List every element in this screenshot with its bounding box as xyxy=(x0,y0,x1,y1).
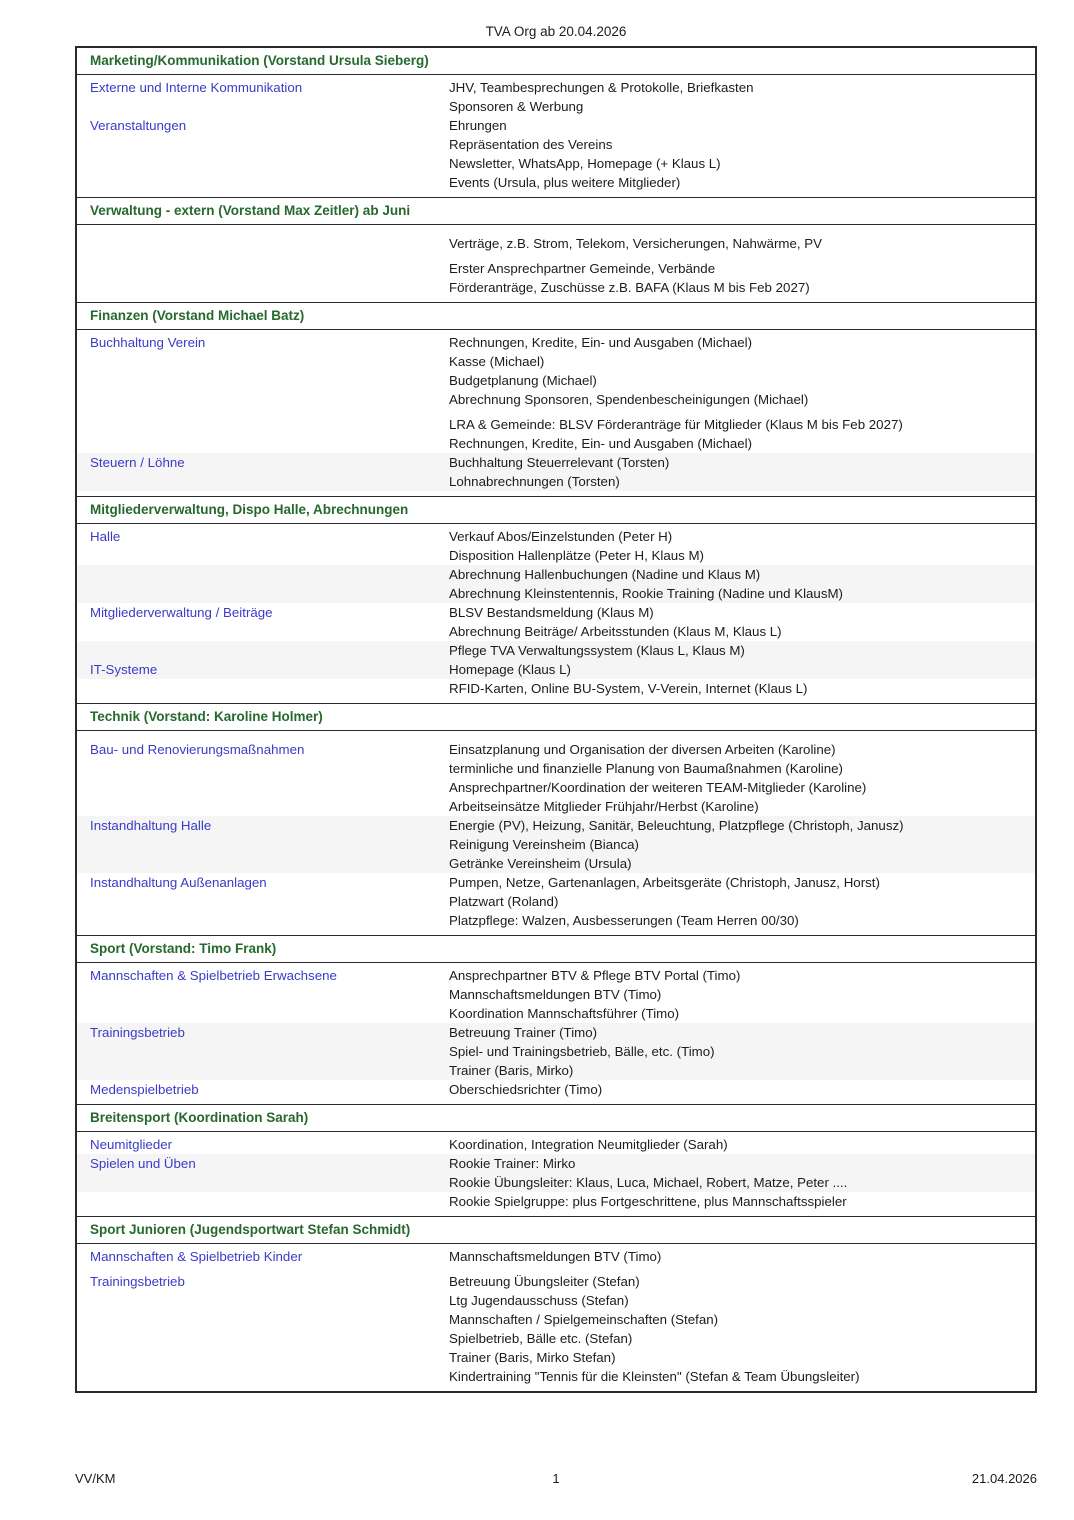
row-text: Repräsentation des Vereins xyxy=(449,137,613,152)
table-row xyxy=(77,1329,1035,1348)
table-row xyxy=(77,259,1035,278)
table-row xyxy=(77,835,1035,854)
table-row xyxy=(77,472,1035,491)
row-text: Sponsoren & Werbung xyxy=(449,99,584,114)
row-text: Arbeitseinsätze Mitglieder Frühjahr/Herbst (Karoline) xyxy=(449,799,759,814)
row-label: Mitgliederverwaltung / Beiträge xyxy=(90,605,273,620)
row-label: Mannschaften & Spielbetrieb Kinder xyxy=(90,1249,303,1264)
row-text: Koordination Mannschaftsführer (Timo) xyxy=(449,1006,680,1021)
row-text: Platzwart (Roland) xyxy=(449,894,559,909)
row-text: Ehrungen xyxy=(449,118,507,133)
row-text: Rookie Übungsleiter: Klaus, Luca, Michael, Robert, Matze, Peter .... xyxy=(449,1175,848,1190)
row-text: Verkauf Abos/Einzelstunden (Peter H) xyxy=(449,529,673,544)
footer-author: VV/KM xyxy=(75,1471,116,1486)
table-row xyxy=(77,97,1035,116)
row-text: Abrechnung Beiträge/ Arbeitsstunden (Klaus M, Klaus L) xyxy=(449,624,782,639)
table-row xyxy=(77,603,1035,622)
table-row xyxy=(77,1192,1035,1211)
table-row xyxy=(77,434,1035,453)
page-title: TVA Org ab 20.04.2026 xyxy=(485,24,627,39)
table-row xyxy=(77,1135,1035,1154)
table-row xyxy=(77,565,1035,584)
row-text: Pumpen, Netze, Gartenanlagen, Arbeitsgeräte (Christoph, Janusz, Horst) xyxy=(449,875,880,890)
row-label: Trainingsbetrieb xyxy=(90,1274,185,1289)
table-row xyxy=(77,1173,1035,1192)
table-row xyxy=(77,1291,1035,1310)
row-text: Disposition Hallenplätze (Peter H, Klaus M) xyxy=(449,548,704,563)
table-row xyxy=(77,873,1035,892)
section-header: Verwaltung - extern (Vorstand Max Zeitler) ab Juni xyxy=(77,197,1035,225)
row-label: Buchhaltung Verein xyxy=(90,335,206,350)
table-row xyxy=(77,546,1035,565)
table-row xyxy=(77,415,1035,434)
table-row xyxy=(77,1367,1035,1386)
table-row xyxy=(77,1023,1035,1042)
row-text: Kindertraining "Tennis für die Kleinsten" (Stefan & Team Übungsleiter) xyxy=(449,1369,860,1384)
row-text: Erster Ansprechpartner Gemeinde, Verbände xyxy=(449,261,716,276)
table-row xyxy=(77,453,1035,472)
row-text: Ltg Jugendausschuss (Stefan) xyxy=(449,1293,629,1308)
table-row xyxy=(77,1348,1035,1367)
table-row xyxy=(77,1272,1035,1291)
section-content xyxy=(77,963,1035,1104)
section-header: Technik (Vorstand: Karoline Holmer) xyxy=(77,703,1035,731)
section-content xyxy=(77,1244,1035,1391)
table-row xyxy=(77,1061,1035,1080)
row-label: Trainingsbetrieb xyxy=(90,1025,185,1040)
table-row xyxy=(77,778,1035,797)
section-content xyxy=(77,225,1035,302)
table-row xyxy=(77,911,1035,930)
row-text: JHV, Teambesprechungen & Protokolle, Briefkasten xyxy=(449,80,754,95)
table-row xyxy=(77,371,1035,390)
row-text: Ansprechpartner/Koordination der weiteren TEAM-Mitglieder (Karoline) xyxy=(449,780,867,795)
table-row xyxy=(77,679,1035,698)
table-row xyxy=(77,234,1035,253)
row-label: IT-Systeme xyxy=(90,662,158,677)
table-row xyxy=(77,641,1035,660)
row-text: Koordination, Integration Neumitglieder (Sarah) xyxy=(449,1137,728,1152)
org-table xyxy=(75,46,1037,1393)
row-text: Rookie Spielgruppe: plus Fortgeschrittene, plus Mannschaftsspieler xyxy=(449,1194,847,1209)
table-row xyxy=(77,352,1035,371)
row-text: Abrechnung Sponsoren, Spendenbescheinigungen (Michael) xyxy=(449,392,809,407)
row-label: Steuern / Löhne xyxy=(90,455,185,470)
row-text: Mannschaften / Spielgemeinschaften (Stefan) xyxy=(449,1312,719,1327)
row-text: Oberschiedsrichter (Timo) xyxy=(449,1082,603,1097)
row-text: Betreuung Trainer (Timo) xyxy=(449,1025,598,1040)
table-row xyxy=(77,797,1035,816)
table-row xyxy=(77,985,1035,1004)
table-row xyxy=(77,759,1035,778)
table-row xyxy=(77,1247,1035,1266)
table-row xyxy=(77,390,1035,409)
row-label: Instandhaltung Halle xyxy=(90,818,212,833)
section-header: Finanzen (Vorstand Michael Batz) xyxy=(77,302,1035,330)
row-text: Förderanträge, Zuschüsse z.B. BAFA (Klaus M bis Feb 2027) xyxy=(449,280,810,295)
table-row xyxy=(77,740,1035,759)
row-label: Bau- und Renovierungsmaßnahmen xyxy=(90,742,305,757)
table-row xyxy=(77,584,1035,603)
row-text: terminliche und finanzielle Planung von Baumaßnahmen (Karoline) xyxy=(449,761,843,776)
section-header: Mitgliederverwaltung, Dispo Halle, Abrechnungen xyxy=(77,496,1035,524)
section-content xyxy=(77,731,1035,935)
table-row xyxy=(77,333,1035,352)
table-row xyxy=(77,173,1035,192)
row-text: Getränke Vereinsheim (Ursula) xyxy=(449,856,632,871)
row-text: Events (Ursula, plus weitere Mitglieder) xyxy=(449,175,681,190)
row-text: Lohnabrechnungen (Torsten) xyxy=(449,474,620,489)
row-text: Reinigung Vereinsheim (Bianca) xyxy=(449,837,639,852)
table-row xyxy=(77,527,1035,546)
row-text: Newsletter, WhatsApp, Homepage (+ Klaus L) xyxy=(449,156,721,171)
row-text: Budgetplanung (Michael) xyxy=(449,373,597,388)
row-text: Energie (PV), Heizung, Sanitär, Beleuchtung, Platzpflege (Christoph, Janusz) xyxy=(449,818,904,833)
footer-date: 21.04.2026 xyxy=(971,1471,1037,1486)
row-text: Homepage (Klaus L) xyxy=(449,662,571,677)
table-row xyxy=(77,622,1035,641)
section-header: Marketing/Kommunikation (Vorstand Ursula Sieberg) xyxy=(77,48,1035,75)
table-row xyxy=(77,154,1035,173)
section-content xyxy=(77,330,1035,496)
row-text: Mannschaftsmeldungen BTV (Timo) xyxy=(449,1249,662,1264)
section-header: Breitensport (Koordination Sarah) xyxy=(77,1104,1035,1132)
row-text: Trainer (Baris, Mirko) xyxy=(449,1063,574,1078)
table-row xyxy=(77,816,1035,835)
section-header: Sport (Vorstand: Timo Frank) xyxy=(77,935,1035,963)
row-label: Medenspielbetrieb xyxy=(90,1082,199,1097)
row-text: Betreuung Übungsleiter (Stefan) xyxy=(449,1274,640,1289)
row-text: LRA & Gemeinde: BLSV Förderanträge für Mitglieder (Klaus M bis Feb 2027) xyxy=(449,417,903,432)
table-row xyxy=(77,1310,1035,1329)
row-text: Pflege TVA Verwaltungssystem (Klaus L, Klaus M) xyxy=(449,643,745,658)
footer-page-number: 1 xyxy=(552,1471,560,1486)
row-text: Buchhaltung Steuerrelevant (Torsten) xyxy=(449,455,670,470)
row-label: Spielen und Üben xyxy=(90,1156,196,1171)
row-text: Verträge, z.B. Strom, Telekom, Versicherungen, Nahwärme, PV xyxy=(449,236,822,251)
row-text: Spielbetrieb, Bälle etc. (Stefan) xyxy=(449,1331,633,1346)
table-row xyxy=(77,1154,1035,1173)
row-text: Rookie Trainer: Mirko xyxy=(449,1156,576,1171)
table-row xyxy=(77,278,1035,297)
table-row xyxy=(77,1080,1035,1099)
row-text: Rechnungen, Kredite, Ein- und Ausgaben (Michael) xyxy=(449,436,753,451)
table-row xyxy=(77,660,1035,679)
row-label: Instandhaltung Außenanlagen xyxy=(90,875,267,890)
row-label: Neumitglieder xyxy=(90,1137,173,1152)
row-text: Abrechnung Hallenbuchungen (Nadine und Klaus M) xyxy=(449,567,761,582)
row-text: Mannschaftsmeldungen BTV (Timo) xyxy=(449,987,662,1002)
table-row xyxy=(77,1004,1035,1023)
table-row xyxy=(77,1042,1035,1061)
section-content xyxy=(77,524,1035,703)
row-text: Einsatzplanung und Organisation der diversen Arbeiten (Karoline) xyxy=(449,742,836,757)
table-row xyxy=(77,135,1035,154)
section-header: Sport Junioren (Jugendsportwart Stefan Schmidt) xyxy=(77,1216,1035,1244)
section-content xyxy=(77,1132,1035,1216)
row-label: Externe und Interne Kommunikation xyxy=(90,80,303,95)
section-content xyxy=(77,75,1035,197)
row-text: Spiel- und Trainingsbetrieb, Bälle, etc. (Timo) xyxy=(449,1044,715,1059)
table-row xyxy=(77,78,1035,97)
row-text: Trainer (Baris, Mirko Stefan) xyxy=(449,1350,616,1365)
table-row xyxy=(77,966,1035,985)
table-row xyxy=(77,854,1035,873)
row-label: Veranstaltungen xyxy=(90,118,187,133)
table-row xyxy=(77,892,1035,911)
row-text: Kasse (Michael) xyxy=(449,354,545,369)
row-text: Abrechnung Kleinstentennis, Rookie Training (Nadine und KlausM) xyxy=(449,586,843,601)
row-text: Platzpflege: Walzen, Ausbesserungen (Team Herren 00/30) xyxy=(449,913,799,928)
row-text: Ansprechpartner BTV & Pflege BTV Portal (Timo) xyxy=(449,968,741,983)
row-text: RFID-Karten, Online BU-System, V-Verein, Internet (Klaus L) xyxy=(449,681,808,696)
row-label: Mannschaften & Spielbetrieb Erwachsene xyxy=(90,968,337,983)
row-text: BLSV Bestandsmeldung (Klaus M) xyxy=(449,605,654,620)
row-text: Rechnungen, Kredite, Ein- und Ausgaben (Michael) xyxy=(449,335,753,350)
row-label: Halle xyxy=(90,529,121,544)
table-row xyxy=(77,116,1035,135)
